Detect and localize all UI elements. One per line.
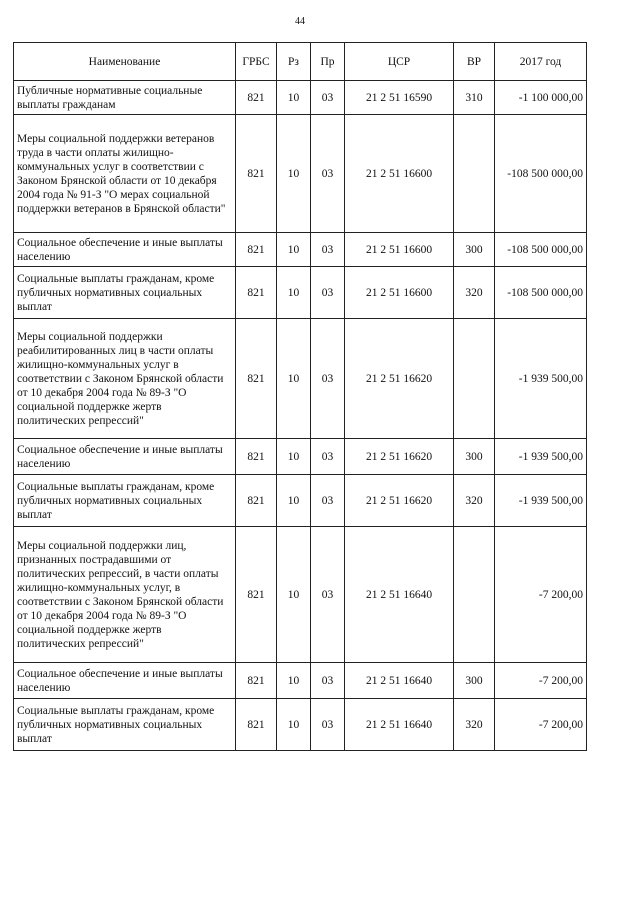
row-grbs: 821 (236, 699, 277, 751)
row-amount: -1 939 500,00 (495, 319, 587, 439)
row-grbs: 821 (236, 319, 277, 439)
row-amount: -108 500 000,00 (495, 267, 587, 319)
row-vr: 320 (454, 699, 495, 751)
table-row (14, 115, 587, 233)
row-name: Социальные выплаты гражданам, кроме публичных нормативных социальных выплат (14, 267, 236, 319)
row-vr: 310 (454, 81, 495, 115)
row-rz: 10 (277, 233, 311, 267)
row-vr: 320 (454, 475, 495, 527)
row-amount: -1 939 500,00 (495, 475, 587, 527)
row-amount: -108 500 000,00 (495, 115, 587, 233)
row-grbs: 821 (236, 81, 277, 115)
row-csr: 21 2 51 16620 (345, 439, 454, 475)
column-header-pr: Пр (311, 43, 345, 81)
row-csr: 21 2 51 16600 (345, 267, 454, 319)
row-name: Меры социальной поддержки лиц, признанных пострадавшими от политических репрессий, в части оплаты жилищно-коммунальных услуг, в соответствии с Законом Брянской области от 10 декабря 2004 года № 89-З "О социальной поддержке жертв политических репрессий" (14, 527, 236, 663)
row-rz: 10 (277, 663, 311, 699)
page-number: 44 (295, 16, 305, 27)
row-name: Социальное обеспечение и иные выплаты населению (14, 663, 236, 699)
row-name: Социальные выплаты гражданам, кроме публичных нормативных социальных выплат (14, 699, 236, 751)
row-pr: 03 (311, 267, 345, 319)
row-grbs: 821 (236, 663, 277, 699)
row-vr (454, 319, 495, 439)
row-vr: 300 (454, 663, 495, 699)
row-amount: -1 100 000,00 (495, 81, 587, 115)
table-row (14, 699, 587, 751)
row-pr: 03 (311, 527, 345, 663)
table-row (14, 527, 587, 663)
row-csr: 21 2 51 16620 (345, 319, 454, 439)
row-grbs: 821 (236, 115, 277, 233)
row-pr: 03 (311, 81, 345, 115)
row-rz: 10 (277, 319, 311, 439)
table-row (14, 319, 587, 439)
row-csr: 21 2 51 16640 (345, 699, 454, 751)
row-pr: 03 (311, 663, 345, 699)
row-pr: 03 (311, 475, 345, 527)
row-pr: 03 (311, 699, 345, 751)
table-row (14, 267, 587, 319)
row-pr: 03 (311, 233, 345, 267)
row-amount: -7 200,00 (495, 527, 587, 663)
row-rz: 10 (277, 81, 311, 115)
row-vr (454, 527, 495, 663)
row-name: Социальное обеспечение и иные выплаты населению (14, 439, 236, 475)
row-amount: -1 939 500,00 (495, 439, 587, 475)
row-vr (454, 115, 495, 233)
column-header-rz: Рз (277, 43, 311, 81)
table-row (14, 81, 587, 115)
row-csr: 21 2 51 16640 (345, 527, 454, 663)
row-pr: 03 (311, 319, 345, 439)
row-grbs: 821 (236, 527, 277, 663)
row-vr: 300 (454, 233, 495, 267)
row-csr: 21 2 51 16640 (345, 663, 454, 699)
row-name: Социальное обеспечение и иные выплаты населению (14, 233, 236, 267)
column-header-grbs: ГРБС (236, 43, 277, 81)
budget-table (13, 42, 587, 751)
table-header-row (14, 43, 587, 81)
table-row (14, 475, 587, 527)
row-rz: 10 (277, 475, 311, 527)
table-row (14, 439, 587, 475)
row-csr: 21 2 51 16620 (345, 475, 454, 527)
row-rz: 10 (277, 267, 311, 319)
row-name: Меры социальной поддержки ветеранов труда в части оплаты жилищно-коммунальных услуг в соответствии с Законом Брянской области от 10 декабря 2004 года № 91-З "О мерах социальной поддержки ветеранов в Брянской области" (14, 115, 236, 233)
row-csr: 21 2 51 16590 (345, 81, 454, 115)
row-pr: 03 (311, 115, 345, 233)
row-name: Публичные нормативные социальные выплаты гражданам (14, 81, 236, 115)
column-header-year-2017: 2017 год (495, 43, 587, 81)
column-header-csr: ЦСР (345, 43, 454, 81)
column-header-vr: ВР (454, 43, 495, 81)
row-csr: 21 2 51 16600 (345, 115, 454, 233)
row-amount: -108 500 000,00 (495, 233, 587, 267)
row-name: Меры социальной поддержки реабилитированных лиц в части оплаты жилищно-коммунальных услуг в соответствии с Законом Брянской области от 10 декабря 2004 года № 89-З "О социальной поддержке жертв политических репрессий" (14, 319, 236, 439)
table-row (14, 663, 587, 699)
row-grbs: 821 (236, 267, 277, 319)
row-vr: 320 (454, 267, 495, 319)
column-header-name: Наименование (14, 43, 236, 81)
row-rz: 10 (277, 115, 311, 233)
row-rz: 10 (277, 527, 311, 663)
row-csr: 21 2 51 16600 (345, 233, 454, 267)
row-grbs: 821 (236, 233, 277, 267)
row-name: Социальные выплаты гражданам, кроме публичных нормативных социальных выплат (14, 475, 236, 527)
row-rz: 10 (277, 439, 311, 475)
row-vr: 300 (454, 439, 495, 475)
table-row (14, 233, 587, 267)
row-amount: -7 200,00 (495, 699, 587, 751)
row-grbs: 821 (236, 475, 277, 527)
row-pr: 03 (311, 439, 345, 475)
row-grbs: 821 (236, 439, 277, 475)
row-amount: -7 200,00 (495, 663, 587, 699)
row-rz: 10 (277, 699, 311, 751)
